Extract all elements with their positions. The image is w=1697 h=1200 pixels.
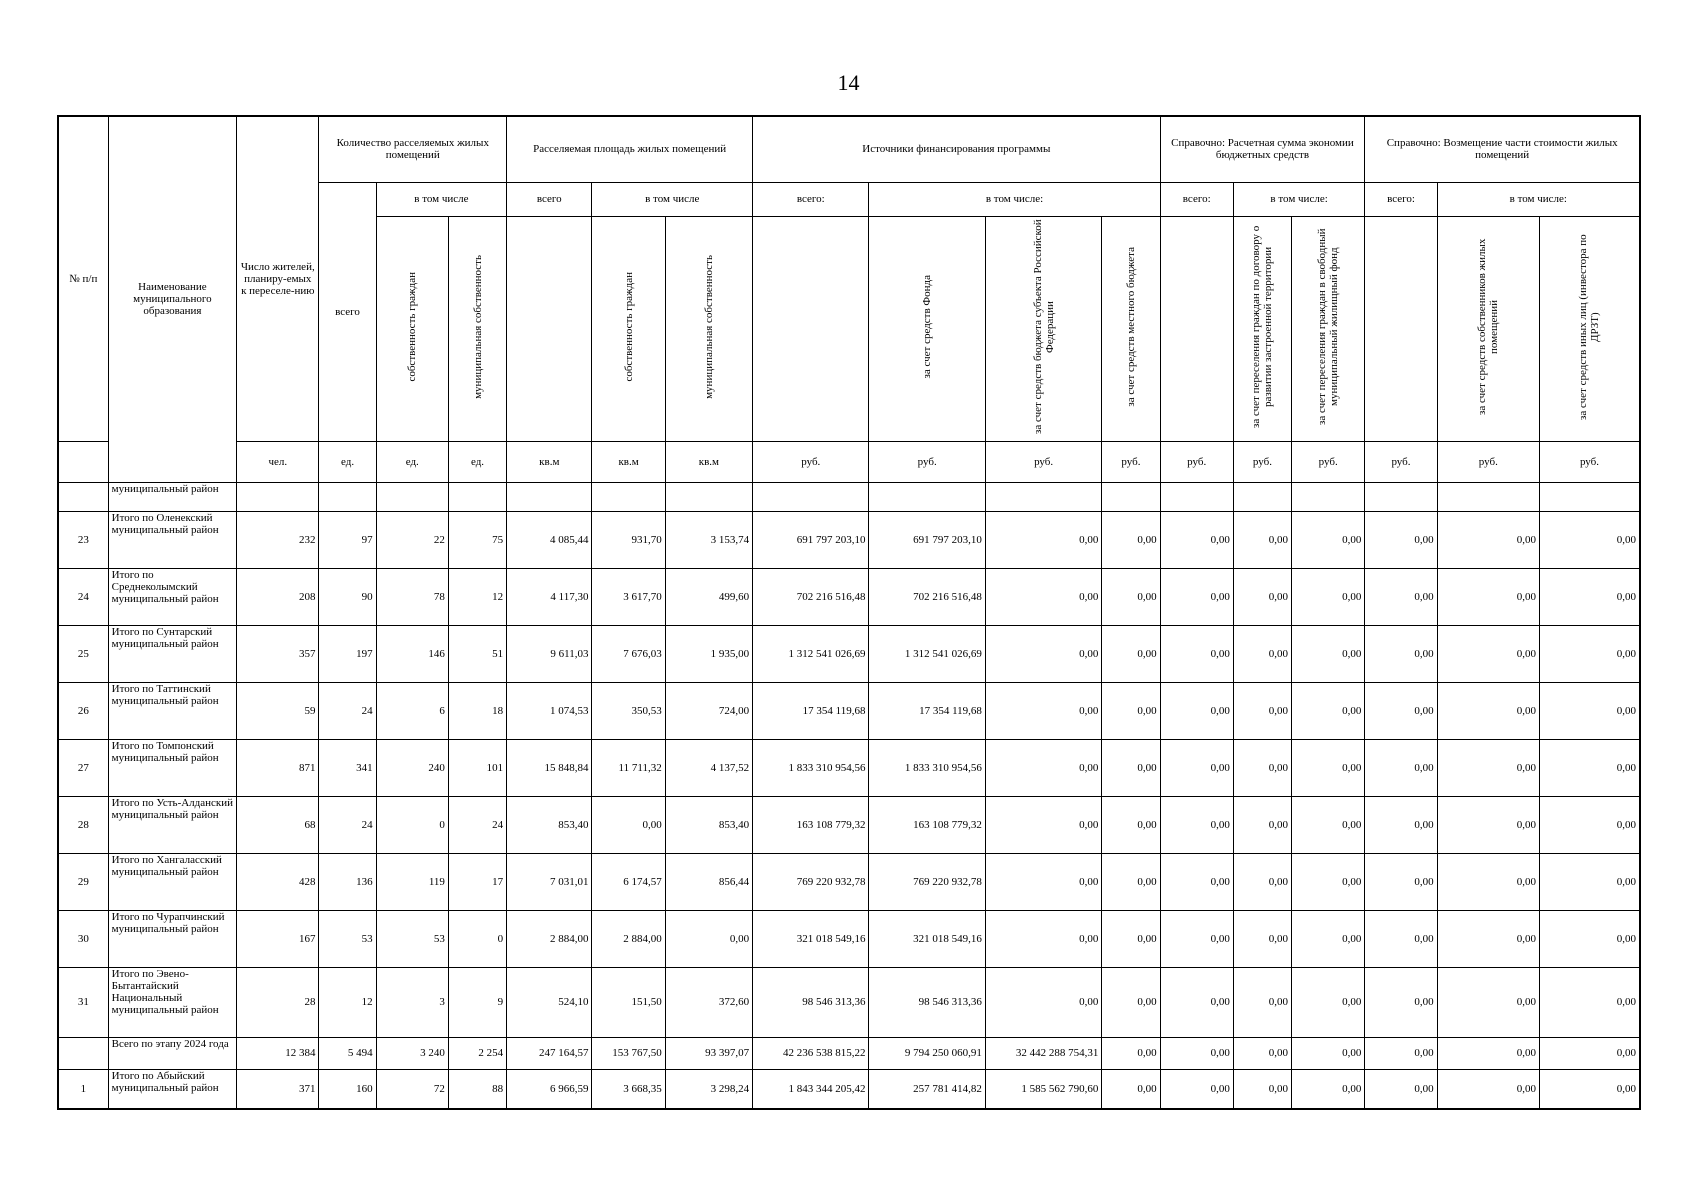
value-cell: 4 085,44 [507,511,592,568]
value-cell: 0,00 [1365,967,1437,1037]
value-cell: 0,00 [1539,796,1640,853]
value-cell: 9 794 250 060,91 [869,1037,985,1069]
value-cell: 702 216 516,48 [753,568,869,625]
value-cell: 0,00 [985,682,1101,739]
value-cell: 350,53 [592,682,665,739]
value-cell: 0,00 [1102,1069,1160,1109]
value-cell: 208 [237,568,319,625]
value-cell: 59 [237,682,319,739]
value-cell: 428 [237,853,319,910]
count-total-header: всего [319,182,376,441]
page-number: 14 [837,70,860,95]
funding-total-sub [753,216,869,441]
value-cell: 12 [319,967,376,1037]
value-cell: 2 884,00 [592,910,665,967]
value-cell: 151,50 [592,967,665,1037]
units-no-cell [58,441,108,482]
table-row [58,1037,1640,1069]
row-index [58,482,108,511]
area-total-header: всего [507,182,592,216]
value-cell: 0,00 [1539,625,1640,682]
value-cell: 0,00 [1233,682,1291,739]
unit-cell: ед. [319,441,376,482]
value-cell: 357 [237,625,319,682]
value-cell: 0,00 [1539,682,1640,739]
funding-fund-header: за счет средств Фонда [869,216,985,441]
group-compensation-header: Справочно: Возмещение части стоимости жилых помещений [1365,116,1640,182]
value-cell: 1 585 562 790,60 [985,1069,1101,1109]
value-cell: 0,00 [1102,1037,1160,1069]
value-cell: 856,44 [665,853,752,910]
value-cell: 101 [448,739,506,796]
value-cell: 0,00 [1437,967,1539,1037]
row-index: 28 [58,796,108,853]
value-cell: 0,00 [1233,853,1291,910]
value-cell: 98 546 313,36 [753,967,869,1037]
value-cell: 93 397,07 [665,1037,752,1069]
value-cell: 32 442 288 754,31 [985,1037,1101,1069]
value-cell: 0,00 [1365,1069,1437,1109]
value-cell: 0,00 [1437,910,1539,967]
funding-local-header: за счет средств местного бюджета [1102,216,1160,441]
value-cell: 0,00 [1233,1069,1291,1109]
comp-total-header: всего: [1365,182,1437,216]
value-cell: 15 848,84 [507,739,592,796]
value-cell: 0,00 [1102,910,1160,967]
value-cell: 0,00 [1102,625,1160,682]
value-cell: 53 [319,910,376,967]
value-cell: 0,00 [1102,739,1160,796]
value-cell: 0,00 [1292,910,1365,967]
value-cell: 28 [237,967,319,1037]
value-cell: 0,00 [1539,910,1640,967]
value-cell: 0,00 [1233,625,1291,682]
row-index: 25 [58,625,108,682]
value-cell: 931,70 [592,511,665,568]
value-cell: 4 117,30 [507,568,592,625]
value-cell: 0,00 [1365,739,1437,796]
value-cell: 853,40 [665,796,752,853]
table-row [58,739,1640,796]
comp-owners-header: за счет средств собственников жилых помещений [1437,216,1539,441]
unit-cell: руб. [1292,441,1365,482]
value-cell: 1 843 344 205,42 [753,1069,869,1109]
row-index: 1 [58,1069,108,1109]
col-name-header: Наименование муниципального образования [108,116,236,482]
value-cell: 1 312 541 026,69 [753,625,869,682]
value-cell: 0 [376,796,448,853]
value-cell: 724,00 [665,682,752,739]
funding-subject-header: за счет средств бюджета субъекта Российской Федерации [985,216,1101,441]
value-cell: 3 617,70 [592,568,665,625]
value-cell: 18 [448,682,506,739]
value-cell: 0,00 [1437,568,1539,625]
value-cell: 0,00 [1437,625,1539,682]
group-count-header: Количество расселяемых жилых помещений [319,116,507,182]
row-index: 23 [58,511,108,568]
unit-cell: руб. [1539,441,1640,482]
group-economy-header: Справочно: Расчетная сумма экономии бюджетных средств [1160,116,1365,182]
table-header [58,116,1640,482]
unit-cell: ед. [448,441,506,482]
row-name: Итого по Усть-Алданский муниципальный район [108,796,236,853]
value-cell: 0,00 [1365,568,1437,625]
value-cell: 0,00 [985,967,1101,1037]
table-row [58,568,1640,625]
row-index: 30 [58,910,108,967]
comp-incl-header: в том числе: [1437,182,1640,216]
value-cell: 524,10 [507,967,592,1037]
value-cell: 0,00 [985,625,1101,682]
value-cell: 691 797 203,10 [869,511,985,568]
unit-cell: ед. [376,441,448,482]
table-row [58,796,1640,853]
value-cell: 2 884,00 [507,910,592,967]
value-cell: 7 676,03 [592,625,665,682]
value-cell: 702 216 516,48 [869,568,985,625]
value-cell: 1 935,00 [665,625,752,682]
value-cell: 72 [376,1069,448,1109]
value-cell: 232 [237,511,319,568]
value-cell: 0,00 [1160,853,1233,910]
funding-incl-header: в том числе: [869,182,1160,216]
value-cell: 0,00 [592,796,665,853]
value-cell: 5 494 [319,1037,376,1069]
comp-total-sub [1365,216,1437,441]
value-cell: 0,00 [1233,739,1291,796]
value-cell: 0,00 [1539,739,1640,796]
value-cell: 499,60 [665,568,752,625]
value-cell: 0,00 [1292,625,1365,682]
value-cell: 257 781 414,82 [869,1069,985,1109]
value-cell: 0,00 [1539,1037,1640,1069]
unit-cell: кв.м [507,441,592,482]
row-index: 29 [58,853,108,910]
value-cell: 2 254 [448,1037,506,1069]
count-citizen-header: собственность граждан [376,216,448,441]
value-cell: 0,00 [1539,967,1640,1037]
unit-cell: кв.м [592,441,665,482]
row-name: Итого по Среднеколымский муниципальный район [108,568,236,625]
value-cell: 0,00 [1233,1037,1291,1069]
value-cell: 240 [376,739,448,796]
value-cell: 163 108 779,32 [869,796,985,853]
value-cell: 1 312 541 026,69 [869,625,985,682]
value-cell: 6 174,57 [592,853,665,910]
value-cell: 341 [319,739,376,796]
comp-other-header: за счет средств иных лиц (инвестора по ДРЗТ) [1539,216,1640,441]
value-cell: 3 240 [376,1037,448,1069]
value-cell: 78 [376,568,448,625]
value-cell: 0,00 [1539,853,1640,910]
value-cell: 11 711,32 [592,739,665,796]
value-cell: 167 [237,910,319,967]
value-cell: 769 220 932,78 [869,853,985,910]
value-cell: 160 [319,1069,376,1109]
group-area-header: Расселяемая площадь жилых помещений [507,116,753,182]
value-cell: 1 074,53 [507,682,592,739]
table-row [58,967,1640,1037]
value-cell: 1 833 310 954,56 [869,739,985,796]
value-cell: 0,00 [1539,511,1640,568]
value-cell: 0,00 [1292,967,1365,1037]
value-cell: 0,00 [1102,796,1160,853]
area-citizen-header: собственность граждан [592,216,665,441]
value-cell: 24 [319,796,376,853]
value-cell: 0,00 [1160,682,1233,739]
row-name: Итого по Оленекский муниципальный район [108,511,236,568]
unit-cell: чел. [237,441,319,482]
count-municipal-header: муниципальная собственность [448,216,506,441]
value-cell: 321 018 549,16 [753,910,869,967]
table-row [58,1069,1640,1109]
row-index: 26 [58,682,108,739]
value-cell: 3 668,35 [592,1069,665,1109]
value-cell: 0,00 [1292,796,1365,853]
value-cell: 4 137,52 [665,739,752,796]
value-cell: 0,00 [1365,796,1437,853]
value-cell: 6 [376,682,448,739]
row-index: 31 [58,967,108,1037]
row-name: Итого по Хангаласский муниципальный район [108,853,236,910]
value-cell: 0,00 [1292,568,1365,625]
value-cell: 0,00 [1160,625,1233,682]
value-cell: 0,00 [1102,853,1160,910]
area-municipal-header: муниципальная собственность [665,216,752,441]
unit-cell: руб. [985,441,1101,482]
value-cell: 691 797 203,10 [753,511,869,568]
col-no-header: № п/п [58,116,108,441]
row-index: 24 [58,568,108,625]
value-cell: 24 [319,682,376,739]
col-residents-header: Число жителей, планиру-емых к переселе-нию [237,116,319,441]
unit-cell: руб. [1365,441,1437,482]
value-cell: 68 [237,796,319,853]
value-cell: 17 354 119,68 [869,682,985,739]
row-name: муниципальный район [108,482,236,511]
value-cell: 0,00 [1160,796,1233,853]
value-cell: 0,00 [1437,511,1539,568]
unit-cell: руб. [869,441,985,482]
funding-total-header: всего: [753,182,869,216]
value-cell: 871 [237,739,319,796]
value-cell: 0,00 [1539,1069,1640,1109]
value-cell: 0,00 [985,739,1101,796]
count-incl-header: в том числе [376,182,507,216]
value-cell: 90 [319,568,376,625]
value-cell: 0,00 [1102,967,1160,1037]
row-name: Итого по Абыйский муниципальный район [108,1069,236,1109]
row-name: Итого по Чурапчинский муниципальный район [108,910,236,967]
value-cell: 0,00 [985,796,1101,853]
row-name: Всего по этапу 2024 года [108,1037,236,1069]
value-cell: 0,00 [1292,682,1365,739]
value-cell: 9 611,03 [507,625,592,682]
unit-cell: руб. [1437,441,1539,482]
value-cell: 153 767,50 [592,1037,665,1069]
value-cell: 0,00 [1365,682,1437,739]
value-cell: 0,00 [1365,853,1437,910]
area-total-sub [507,216,592,441]
value-cell: 0,00 [1437,1037,1539,1069]
value-cell: 0,00 [1102,568,1160,625]
value-cell: 136 [319,853,376,910]
value-cell: 0,00 [1365,625,1437,682]
value-cell: 88 [448,1069,506,1109]
value-cell: 0,00 [1160,1069,1233,1109]
table-row [58,511,1640,568]
value-cell: 53 [376,910,448,967]
group-funding-header: Источники финансирования программы [753,116,1161,182]
value-cell: 197 [319,625,376,682]
row-index [58,1037,108,1069]
value-cell: 0,00 [1365,910,1437,967]
value-cell: 769 220 932,78 [753,853,869,910]
value-cell: 146 [376,625,448,682]
value-cell: 3 298,24 [665,1069,752,1109]
value-cell: 0,00 [1292,1069,1365,1109]
value-cell: 1 833 310 954,56 [753,739,869,796]
value-cell: 0,00 [1233,910,1291,967]
value-cell: 42 236 538 815,22 [753,1037,869,1069]
value-cell: 0,00 [1233,568,1291,625]
economy-incl-header: в том числе: [1233,182,1365,216]
value-cell: 0,00 [985,910,1101,967]
value-cell: 0,00 [1365,511,1437,568]
unit-cell: руб. [1102,441,1160,482]
units-row [58,441,1640,482]
value-cell: 75 [448,511,506,568]
economy-free-fund-header: за счет переселения граждан в свободный муниципальный жилищный фонд [1292,216,1365,441]
value-cell: 853,40 [507,796,592,853]
area-incl-header: в том числе [592,182,753,216]
value-cell: 0,00 [985,853,1101,910]
row-index: 27 [58,739,108,796]
row-name: Итого по Томпонский муниципальный район [108,739,236,796]
row-name: Итого по Эвено-Бытантайский Национальный муниципальный район [108,967,236,1037]
table-row [58,910,1640,967]
value-cell: 0,00 [1160,511,1233,568]
value-cell: 22 [376,511,448,568]
value-cell: 0,00 [1292,1037,1365,1069]
value-cell: 0,00 [985,568,1101,625]
value-cell: 0,00 [1437,853,1539,910]
value-cell: 98 546 313,36 [869,967,985,1037]
value-cell: 24 [448,796,506,853]
value-cell: 0,00 [1292,511,1365,568]
row-name: Итого по Сунтарский муниципальный район [108,625,236,682]
economy-total-header: всего: [1160,182,1233,216]
value-cell: 0,00 [1160,568,1233,625]
value-cell: 7 031,01 [507,853,592,910]
value-cell: 0,00 [1160,739,1233,796]
table-row [58,625,1640,682]
unit-cell: руб. [1233,441,1291,482]
value-cell: 0,00 [665,910,752,967]
value-cell: 0,00 [1233,796,1291,853]
unit-cell: кв.м [665,441,752,482]
value-cell: 12 384 [237,1037,319,1069]
value-cell: 0,00 [1233,511,1291,568]
value-cell: 17 [448,853,506,910]
row-name: Итого по Таттинский муниципальный район [108,682,236,739]
value-cell: 3 [376,967,448,1037]
value-cell: 6 966,59 [507,1069,592,1109]
value-cell: 0,00 [1437,1069,1539,1109]
value-cell: 163 108 779,32 [753,796,869,853]
value-cell: 119 [376,853,448,910]
value-cell: 0,00 [1102,682,1160,739]
continuation-row [58,482,1640,511]
unit-cell: руб. [753,441,869,482]
value-cell: 321 018 549,16 [869,910,985,967]
value-cell: 247 164,57 [507,1037,592,1069]
table-body [58,482,1640,1109]
value-cell: 0,00 [1160,967,1233,1037]
value-cell: 3 153,74 [665,511,752,568]
value-cell: 12 [448,568,506,625]
value-cell: 0,00 [985,511,1101,568]
value-cell: 9 [448,967,506,1037]
table-row [58,853,1640,910]
table-row [58,682,1640,739]
resettlement-table [57,115,1641,1110]
value-cell: 0,00 [1160,1037,1233,1069]
value-cell: 0,00 [1292,739,1365,796]
value-cell: 0,00 [1365,1037,1437,1069]
value-cell: 0,00 [1437,796,1539,853]
value-cell: 0,00 [1233,967,1291,1037]
value-cell: 372,60 [665,967,752,1037]
value-cell: 0,00 [1437,682,1539,739]
value-cell: 0,00 [1102,511,1160,568]
value-cell: 0,00 [1437,739,1539,796]
value-cell: 0,00 [1539,568,1640,625]
value-cell: 0,00 [1292,853,1365,910]
economy-development-header: за счет переселения граждан по договору о развитии застроенной территории [1233,216,1291,441]
economy-total-sub [1160,216,1233,441]
value-cell: 17 354 119,68 [753,682,869,739]
unit-cell: руб. [1160,441,1233,482]
value-cell: 371 [237,1069,319,1109]
value-cell: 0,00 [1160,910,1233,967]
value-cell: 0 [448,910,506,967]
value-cell: 97 [319,511,376,568]
value-cell: 51 [448,625,506,682]
